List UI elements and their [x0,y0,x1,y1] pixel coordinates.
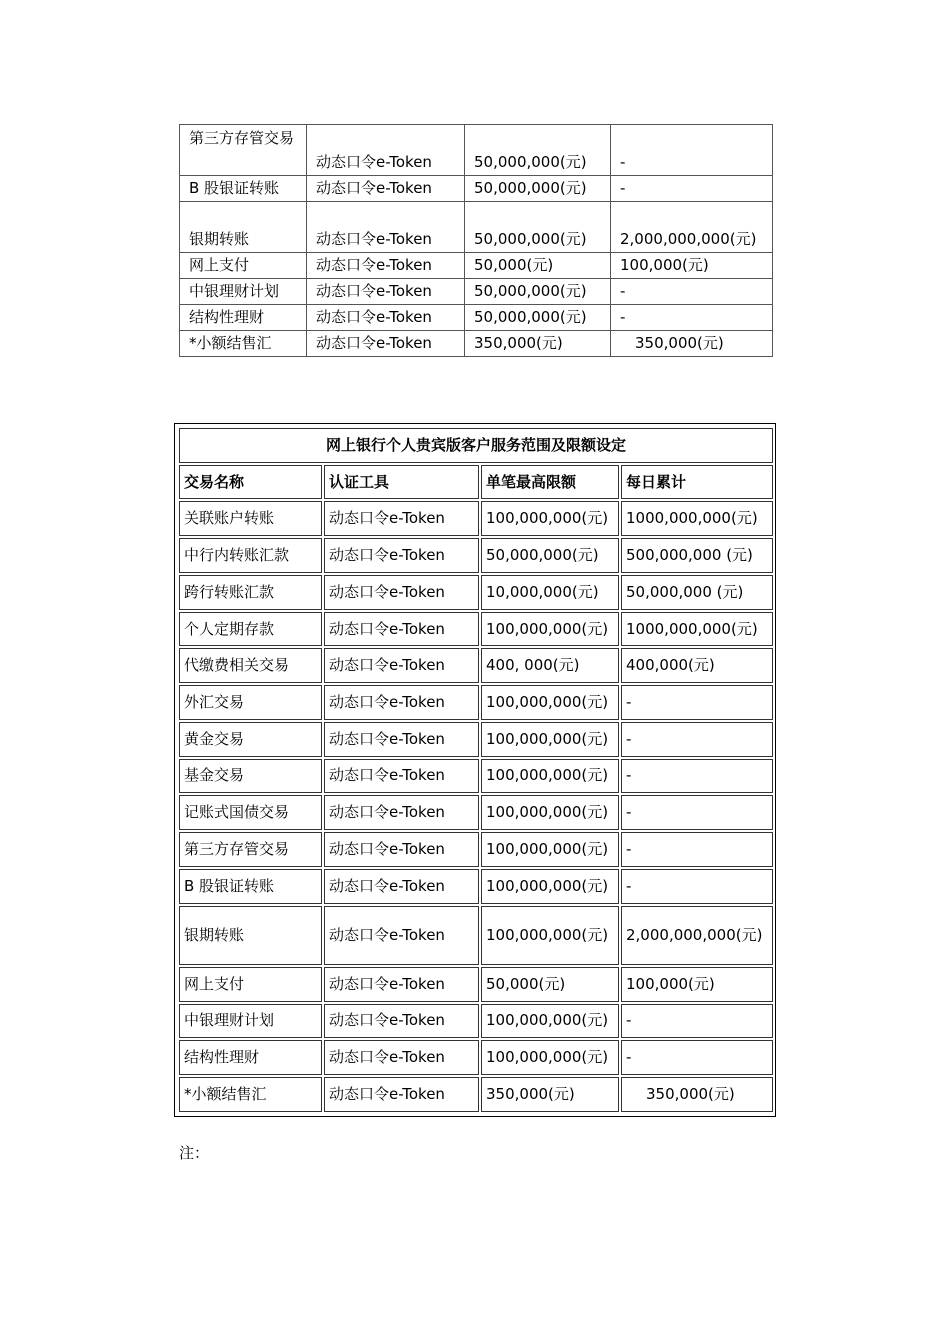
cell-single: 50,000,000(元) [465,176,611,202]
cell-name: 关联账户转账 [179,501,322,536]
cell-single: 400, 000(元) [481,648,619,683]
cell-single: 350,000(元) [465,331,611,357]
cell-name: 黄金交易 [179,722,322,757]
cell-tool: 动态口令e-Token [324,722,479,757]
cell-name: *小额结售汇 [180,331,307,357]
cell-name: B 股银证转账 [179,869,322,904]
table-row [180,125,773,176]
cell-daily: 350,000(元) [621,1077,773,1112]
cell-tool: 动态口令e-Token [324,575,479,610]
cell-daily: - [621,722,773,757]
cell-single: 10,000,000(元) [481,575,619,610]
table-row [180,253,773,279]
cell-daily: - [611,125,773,176]
table-row [179,1077,773,1112]
cell-daily: 100,000(元) [611,253,773,279]
cell-name: 结构性理财 [179,1040,322,1075]
cell-tool: 动态口令e-Token [307,176,465,202]
table-row [179,612,773,647]
cell-daily: 2,000,000,000(元) [621,906,773,965]
cell-name: 第三方存管交易 [180,125,307,176]
cell-single: 350,000(元) [481,1077,619,1112]
cell-tool: 动态口令e-Token [307,202,465,253]
cell-name: B 股银证转账 [180,176,307,202]
table-row [179,501,773,536]
cell-single: 100,000,000(元) [481,685,619,720]
table-row [179,967,773,1002]
cell-daily: 50,000,000 (元) [621,575,773,610]
cell-tool: 动态口令e-Token [307,305,465,331]
cell-daily: - [621,795,773,830]
table-row [179,722,773,757]
cell-daily: 400,000(元) [621,648,773,683]
header-daily: 每日累计 [621,465,773,500]
cell-name: 第三方存管交易 [179,832,322,867]
table-row [180,331,773,357]
table-title: 网上银行个人贵宾版客户服务范围及限额设定 [179,428,773,463]
cell-tool: 动态口令e-Token [324,832,479,867]
vip-limits-table-frame [174,423,776,1117]
table-row [180,202,773,253]
cell-single: 50,000(元) [481,967,619,1002]
cell-single: 100,000,000(元) [481,759,619,794]
table-row [179,575,773,610]
cell-daily: - [621,869,773,904]
cell-daily: - [621,685,773,720]
cell-name: *小额结售汇 [179,1077,322,1112]
cell-single: 100,000,000(元) [481,722,619,757]
cell-tool: 动态口令e-Token [324,685,479,720]
cell-single: 50,000,000(元) [465,125,611,176]
cell-name: 中银理财计划 [179,1004,322,1039]
cell-name: 中银理财计划 [180,279,307,305]
cell-single: 100,000,000(元) [481,869,619,904]
cell-daily: 1000,000,000(元) [621,612,773,647]
table-row [179,906,773,965]
cell-single: 50,000,000(元) [465,305,611,331]
table-row [179,1004,773,1039]
cell-daily: - [611,279,773,305]
cell-tool: 动态口令e-Token [324,759,479,794]
cell-tool: 动态口令e-Token [324,967,479,1002]
table-row [179,795,773,830]
cell-tool: 动态口令e-Token [324,612,479,647]
table-row [179,759,773,794]
table-row [179,869,773,904]
cell-name: 基金交易 [179,759,322,794]
cell-daily: - [621,1040,773,1075]
cell-name: 结构性理财 [180,305,307,331]
header-tool: 认证工具 [324,465,479,500]
table-row [179,648,773,683]
cell-tool: 动态口令e-Token [324,538,479,573]
cell-single: 50,000(元) [465,253,611,279]
cell-single: 100,000,000(元) [481,906,619,965]
cell-daily: 350,000(元) [611,331,773,357]
table-header-row [179,465,773,500]
cell-name: 代缴费相关交易 [179,648,322,683]
cell-single: 100,000,000(元) [481,501,619,536]
cell-single: 100,000,000(元) [481,1004,619,1039]
cell-tool: 动态口令e-Token [324,648,479,683]
table-row [179,538,773,573]
header-single: 单笔最高限额 [481,465,619,500]
cell-tool: 动态口令e-Token [324,869,479,904]
cell-daily: 2,000,000,000(元) [611,202,773,253]
cell-name: 银期转账 [180,202,307,253]
cell-daily: - [621,832,773,867]
table-row [179,685,773,720]
cell-daily: 500,000,000 (元) [621,538,773,573]
vip-limits-table [177,426,775,1114]
cell-name: 网上支付 [180,253,307,279]
cell-tool: 动态口令e-Token [307,279,465,305]
cell-tool: 动态口令e-Token [324,1077,479,1112]
cell-name: 记账式国债交易 [179,795,322,830]
table-row [179,1040,773,1075]
cell-daily: - [611,176,773,202]
cell-tool: 动态口令e-Token [307,331,465,357]
cell-daily: 1000,000,000(元) [621,501,773,536]
cell-single: 100,000,000(元) [481,1040,619,1075]
cell-single: 100,000,000(元) [481,795,619,830]
cell-tool: 动态口令e-Token [324,501,479,536]
cell-name: 银期转账 [179,906,322,965]
cell-tool: 动态口令e-Token [324,1004,479,1039]
cell-name: 个人定期存款 [179,612,322,647]
cell-tool: 动态口令e-Token [324,1040,479,1075]
cell-single: 50,000,000(元) [481,538,619,573]
table-row [180,279,773,305]
cell-daily: 100,000(元) [621,967,773,1002]
cell-name: 外汇交易 [179,685,322,720]
cell-daily: - [611,305,773,331]
table-row [180,305,773,331]
limits-table-continued [179,124,773,357]
cell-tool: 动态口令e-Token [307,253,465,279]
cell-tool: 动态口令e-Token [324,795,479,830]
cell-single: 50,000,000(元) [465,202,611,253]
cell-daily: - [621,759,773,794]
cell-single: 100,000,000(元) [481,832,619,867]
cell-tool: 动态口令e-Token [324,906,479,965]
cell-name: 跨行转账汇款 [179,575,322,610]
table-row [179,832,773,867]
cell-single: 100,000,000(元) [481,612,619,647]
cell-name: 中行内转账汇款 [179,538,322,573]
cell-name: 网上支付 [179,967,322,1002]
header-name: 交易名称 [179,465,322,500]
table-title-row [179,428,773,463]
cell-daily: - [621,1004,773,1039]
table-row [180,176,773,202]
note-label: 注： [179,1144,210,1162]
cell-tool: 动态口令e-Token [307,125,465,176]
cell-single: 50,000,000(元) [465,279,611,305]
